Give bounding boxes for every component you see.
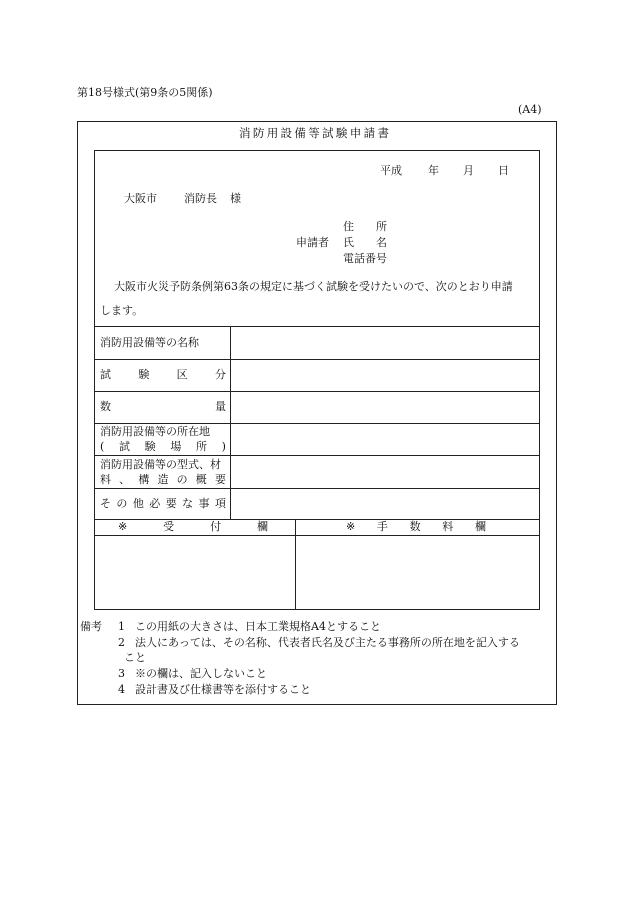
date-year: 年 <box>428 164 439 177</box>
row-label-quantity: 数 量 <box>100 400 226 413</box>
row-divider <box>94 391 539 392</box>
paper-size-label: (A4) <box>518 103 542 116</box>
applicant-label: 申請者 <box>296 236 329 249</box>
date-era: 平成 <box>380 164 402 177</box>
addressee-honorific: 様 <box>230 192 241 205</box>
body-text-line2: します。 <box>100 304 144 317</box>
label-column-divider <box>230 326 231 519</box>
row-divider <box>94 359 539 360</box>
date-day: 日 <box>498 164 509 177</box>
remarks-num: 3 <box>118 667 125 680</box>
form-number: 第18号様式(第9条の5関係) <box>77 86 213 99</box>
applicant-phone-label: 電話番号 <box>343 252 387 265</box>
row-divider <box>94 519 539 520</box>
row-label-location-line2: ( 試 験 場 所 ) <box>100 440 226 453</box>
remarks-item-1: この用紙の大きさは、日本工業規格A4とすること <box>135 620 381 633</box>
row-label-model-line1: 消防用設備等の型式、材 <box>100 458 221 471</box>
applicant-address-label: 住 所 <box>343 220 387 233</box>
row-divider <box>94 423 539 424</box>
addressee-position: 消防長 <box>184 192 217 205</box>
row-divider <box>94 488 539 489</box>
reception-header: ※ 受 付 欄 <box>118 520 268 533</box>
remarks-item-4: 設計書及び仕様書等を添付すること <box>135 683 311 696</box>
addressee-city: 大阪市 <box>124 192 157 205</box>
remarks-num: 1 <box>118 620 125 633</box>
reception-fee-divider <box>295 519 296 609</box>
remarks-item-2: 法人にあっては、その名称、代表者氏名及び主たる事務所の所在地を記入する <box>135 636 520 649</box>
row-label-test-category: 試 験 区 分 <box>100 368 226 381</box>
row-label-equipment-name: 消防用設備等の名称 <box>100 336 199 349</box>
table-top-rule <box>94 326 539 327</box>
fee-header: ※ 手 数 料 欄 <box>346 520 486 533</box>
applicant-name-label: 氏 名 <box>343 236 387 249</box>
row-divider <box>94 455 539 456</box>
remarks-heading: 備考 <box>80 620 102 633</box>
row-label-location-line1: 消防用設備等の所在地 <box>100 425 210 438</box>
date-month: 月 <box>463 164 474 177</box>
row-divider <box>94 535 539 536</box>
remarks-num: 2 <box>118 636 125 649</box>
row-label-model-line2: 料 、 構 造 の 概 要 <box>100 473 226 486</box>
row-label-other: そ の 他 必 要 な 事 項 <box>100 497 226 510</box>
remarks-item-3: ※の欄は、記入しないこと <box>135 667 267 680</box>
remarks-item-2-cont: こと <box>124 651 146 664</box>
body-text-line1: 大阪市火災予防条例第63条の規定に基づく試験を受けたいので、次のとおり申請 <box>114 280 513 293</box>
remarks-num: 4 <box>118 683 125 696</box>
form-title: 消 防 用 設 備 等 試 験 申 請 書 <box>239 126 389 140</box>
